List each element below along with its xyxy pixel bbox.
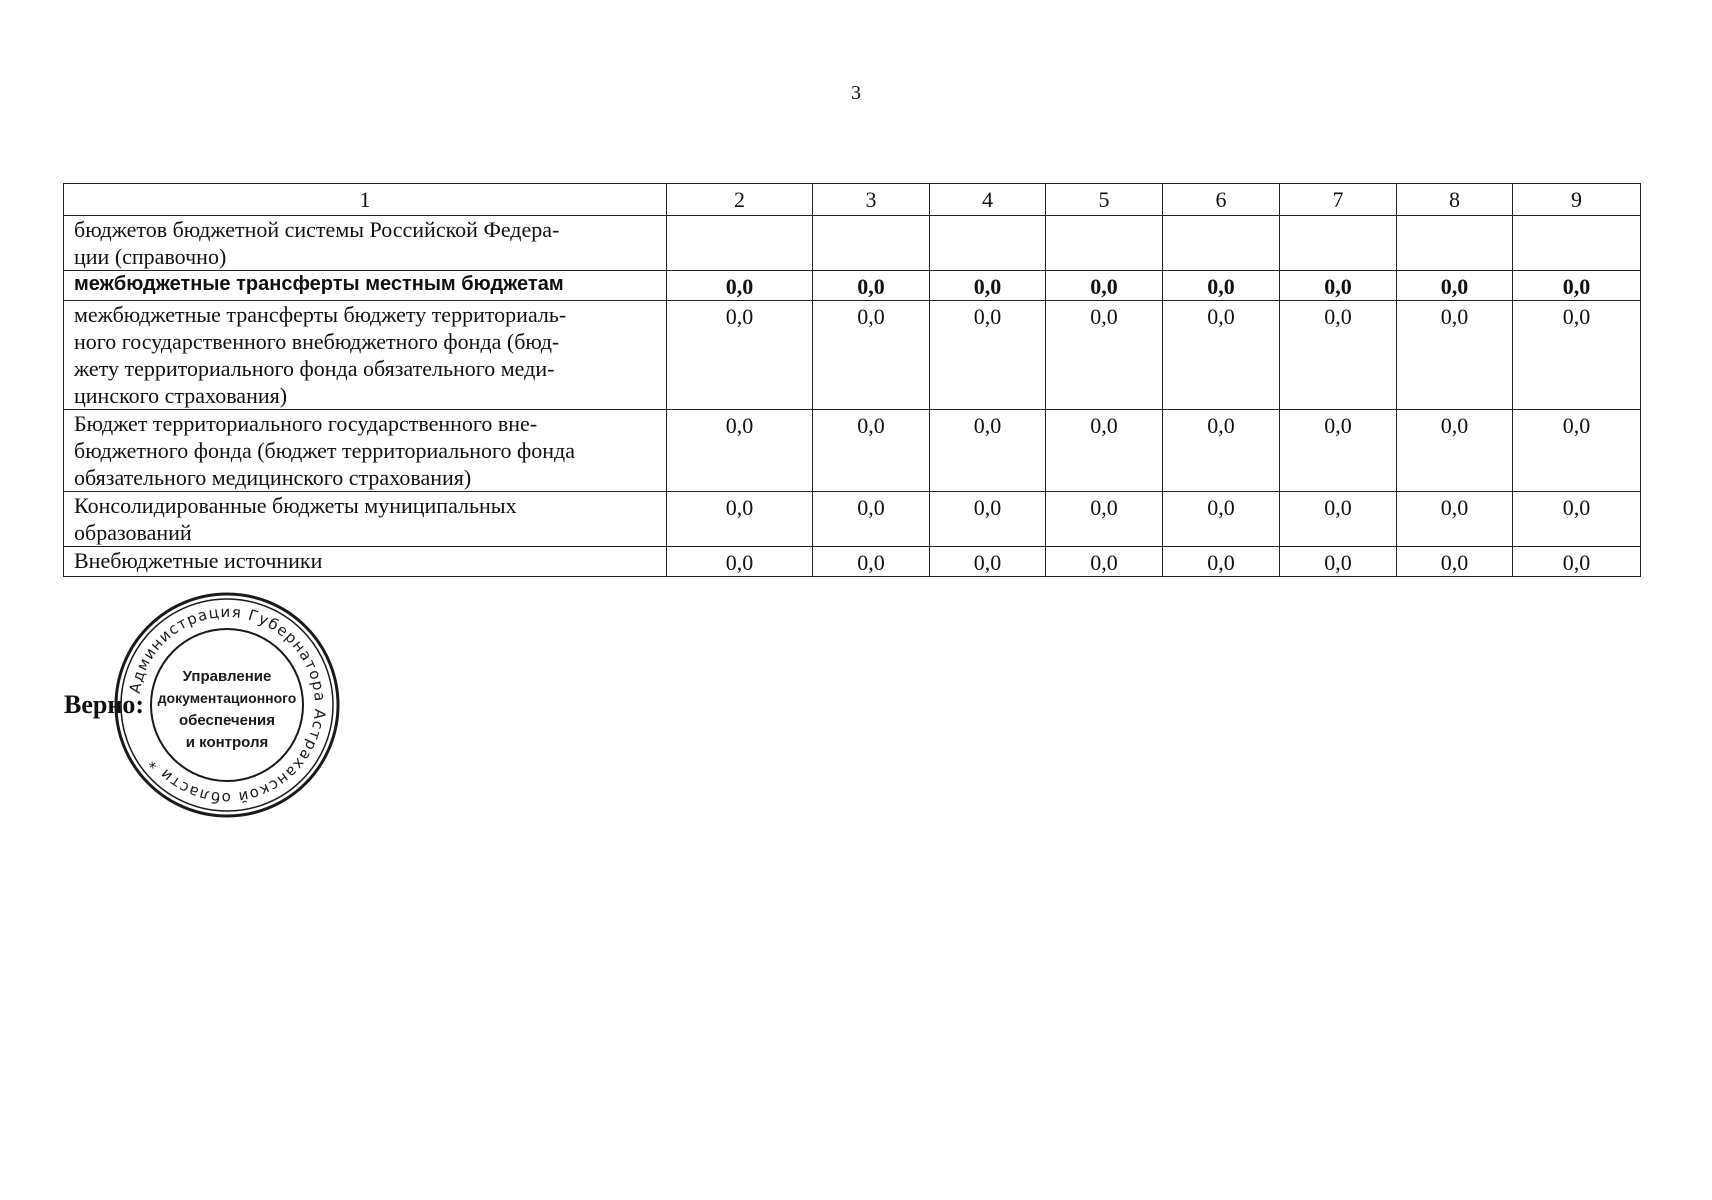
certification-label: Верно:	[64, 690, 144, 719]
table-cell: 0,0	[930, 547, 1046, 577]
seal-ring-textpath: Администрация Губернатора Астраханской области *	[125, 602, 330, 808]
table-cell	[1280, 216, 1397, 271]
column-header: 4	[930, 184, 1046, 216]
table-row	[64, 547, 1641, 577]
table-row	[64, 492, 1641, 547]
column-header: 2	[667, 184, 813, 216]
column-header: 8	[1397, 184, 1513, 216]
table-cell: 0,0	[813, 410, 930, 492]
table-cell	[1163, 216, 1280, 271]
table-cell: 0,0	[1046, 301, 1163, 410]
row-label: бюджетов бюджетной системы Российской Федера- ции (справочно)	[64, 216, 667, 271]
table-cell: 0,0	[813, 492, 930, 547]
table-cell: 0,0	[667, 492, 813, 547]
table-cell: 0,0	[1163, 547, 1280, 577]
table-cell: 0,0	[813, 547, 930, 577]
table-cell: 0,0	[1046, 271, 1163, 301]
table-cell: 0,0	[667, 301, 813, 410]
row-label: Бюджет территориального государственного вне- бюджетного фонда (бюджет территориального фонда обязательного медицинского страхования)	[64, 410, 667, 492]
table-cell: 0,0	[1397, 547, 1513, 577]
table-row	[64, 271, 1641, 301]
column-header: 9	[1513, 184, 1641, 216]
seal-center-line: документационного	[157, 690, 297, 706]
row-label: межбюджетные трансферты бюджету территориаль- ного государственного внебюджетного фонда (бюд- жету территориального фонда обязательного меди- цинского страхования)	[64, 301, 667, 410]
table-cell: 0,0	[813, 301, 930, 410]
table-cell: 0,0	[930, 410, 1046, 492]
table-cell: 0,0	[1163, 492, 1280, 547]
seal-center-line: Управление	[182, 668, 272, 685]
table-cell: 0,0	[813, 271, 930, 301]
table-cell: 0,0	[1163, 410, 1280, 492]
official-seal	[112, 590, 342, 820]
table-cell: 0,0	[1397, 271, 1513, 301]
column-header: 5	[1046, 184, 1163, 216]
table-cell: 0,0	[1513, 492, 1641, 547]
table-cell	[813, 216, 930, 271]
table-cell: 0,0	[930, 271, 1046, 301]
data-table	[63, 183, 1641, 577]
table-cell	[1046, 216, 1163, 271]
table-cell: 0,0	[1046, 547, 1163, 577]
table-cell: 0,0	[1280, 410, 1397, 492]
table-cell: 0,0	[1280, 492, 1397, 547]
row-label: Консолидированные бюджеты муниципальных образований	[64, 492, 667, 547]
table-cell	[1513, 216, 1641, 271]
table-cell: 0,0	[1513, 547, 1641, 577]
table-cell: 0,0	[1280, 301, 1397, 410]
column-header: 3	[813, 184, 930, 216]
table-cell: 0,0	[667, 410, 813, 492]
table-cell: 0,0	[1397, 492, 1513, 547]
table-cell: 0,0	[667, 547, 813, 577]
table-header-row	[64, 184, 1641, 216]
table-cell: 0,0	[1280, 271, 1397, 301]
column-header: 7	[1280, 184, 1397, 216]
table-row	[64, 216, 1641, 271]
table-cell: 0,0	[1046, 492, 1163, 547]
table-cell: 0,0	[930, 492, 1046, 547]
column-header: 1	[64, 184, 667, 216]
table-cell: 0,0	[1513, 301, 1641, 410]
table-cell: 0,0	[667, 271, 813, 301]
table-cell: 0,0	[1397, 410, 1513, 492]
table-cell	[930, 216, 1046, 271]
table-cell	[1397, 216, 1513, 271]
table-cell: 0,0	[1397, 301, 1513, 410]
table-cell: 0,0	[930, 301, 1046, 410]
column-header: 6	[1163, 184, 1280, 216]
table-cell: 0,0	[1513, 410, 1641, 492]
page-number: 3	[851, 82, 861, 104]
seal-center-line: обеспечения	[178, 712, 276, 729]
table-cell: 0,0	[1163, 301, 1280, 410]
table-body	[64, 216, 1641, 577]
table-cell: 0,0	[1513, 271, 1641, 301]
table-cell: 0,0	[1046, 410, 1163, 492]
table-cell: 0,0	[1163, 271, 1280, 301]
table-row	[64, 410, 1641, 492]
table-cell: 0,0	[1280, 547, 1397, 577]
row-label: Внебюджетные источники	[64, 547, 667, 577]
row-label: межбюджетные трансферты местным бюджетам	[64, 271, 667, 301]
table-row	[64, 301, 1641, 410]
table-cell	[667, 216, 813, 271]
seal-center-line: и контроля	[185, 734, 269, 751]
